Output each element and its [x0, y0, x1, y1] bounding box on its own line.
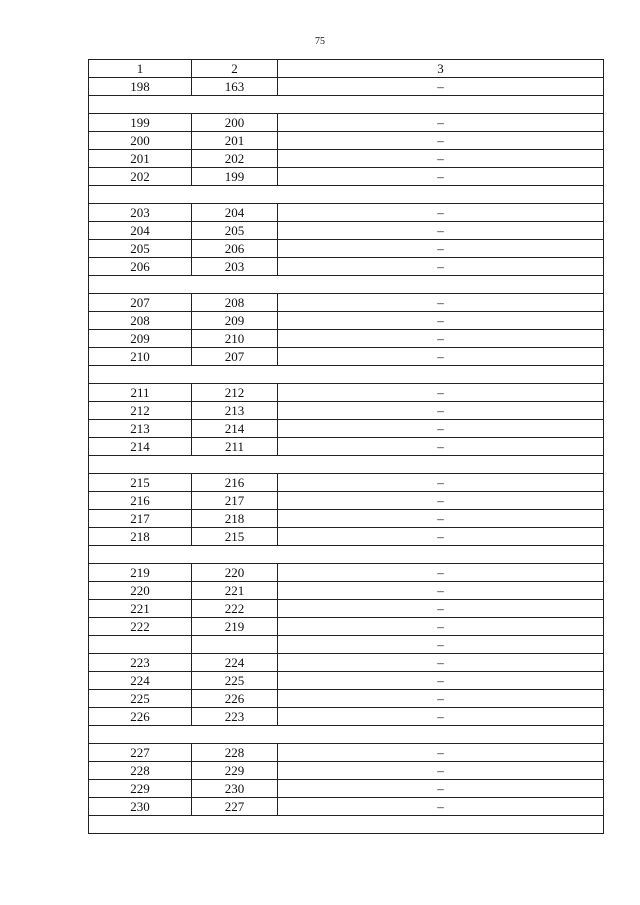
table-cell-col-2: 223 — [192, 708, 278, 726]
separator-cell — [89, 816, 604, 834]
separator-cell — [89, 546, 604, 564]
table-row — [89, 636, 604, 654]
table-cell-col-3: – — [278, 330, 604, 348]
table-cell-col-3: – — [278, 582, 604, 600]
table-cell-col-3: – — [278, 600, 604, 618]
table-row — [89, 222, 604, 240]
table-separator-row — [89, 366, 604, 384]
table-cell-col-3: – — [278, 744, 604, 762]
table-cell-col-1: 223 — [89, 654, 192, 672]
table-cell-col-2: 224 — [192, 654, 278, 672]
table-cell-col-1 — [89, 636, 192, 654]
table-cell-col-2: 221 — [192, 582, 278, 600]
table-cell-col-1: 215 — [89, 474, 192, 492]
table-cell-col-1: 226 — [89, 708, 192, 726]
table-cell-col-2: 222 — [192, 600, 278, 618]
column-header: 1 — [89, 60, 192, 78]
table-row — [89, 348, 604, 366]
table-cell-col-1: 214 — [89, 438, 192, 456]
table-row — [89, 618, 604, 636]
table-cell-col-3: – — [278, 762, 604, 780]
table-separator-row — [89, 726, 604, 744]
table-row — [89, 780, 604, 798]
table-cell-col-3: – — [278, 168, 604, 186]
table-row — [89, 132, 604, 150]
table-cell-col-3: – — [278, 204, 604, 222]
table-row — [89, 564, 604, 582]
table-row — [89, 384, 604, 402]
table-cell-col-1: 224 — [89, 672, 192, 690]
table-cell-col-1: 205 — [89, 240, 192, 258]
table-separator-row — [89, 816, 604, 834]
table-cell-col-1: 208 — [89, 312, 192, 330]
table-row — [89, 420, 604, 438]
table-cell-col-1: 220 — [89, 582, 192, 600]
table-row — [89, 528, 604, 546]
table-cell-col-2: 163 — [192, 78, 278, 96]
table-cell-col-2: 208 — [192, 294, 278, 312]
table-cell-col-2: 199 — [192, 168, 278, 186]
table-cell-col-1: 216 — [89, 492, 192, 510]
table-cell-col-1: 221 — [89, 600, 192, 618]
table-cell-col-3: – — [278, 618, 604, 636]
table-cell-col-2: 219 — [192, 618, 278, 636]
table-cell-col-2: 200 — [192, 114, 278, 132]
table-cell-col-3: – — [278, 492, 604, 510]
table-cell-col-2: 202 — [192, 150, 278, 168]
table-cell-col-1: 200 — [89, 132, 192, 150]
table-cell-col-1: 206 — [89, 258, 192, 276]
table-cell-col-2: 225 — [192, 672, 278, 690]
table-cell-col-2: 216 — [192, 474, 278, 492]
table-cell-col-1: 207 — [89, 294, 192, 312]
table-row — [89, 330, 604, 348]
table-separator-row — [89, 276, 604, 294]
table-row — [89, 402, 604, 420]
table-cell-col-1: 228 — [89, 762, 192, 780]
table-separator-row — [89, 456, 604, 474]
table-cell-col-3: – — [278, 510, 604, 528]
table-cell-col-1: 203 — [89, 204, 192, 222]
table-cell-col-3: – — [278, 348, 604, 366]
table-cell-col-2: 211 — [192, 438, 278, 456]
table-cell-col-3: – — [278, 150, 604, 168]
table-cell-col-3: – — [278, 294, 604, 312]
table-row — [89, 798, 604, 816]
table-row — [89, 294, 604, 312]
table-cell-col-1: 218 — [89, 528, 192, 546]
separator-cell — [89, 726, 604, 744]
data-table — [88, 59, 604, 834]
separator-cell — [89, 366, 604, 384]
table-cell-col-3: – — [278, 636, 604, 654]
table-cell-col-1: 222 — [89, 618, 192, 636]
table-cell-col-1: 204 — [89, 222, 192, 240]
table-cell-col-3: – — [278, 132, 604, 150]
table-cell-col-2 — [192, 636, 278, 654]
page-number: 75 — [315, 36, 325, 47]
table-row — [89, 312, 604, 330]
table-cell-col-1: 201 — [89, 150, 192, 168]
table-cell-col-3: – — [278, 798, 604, 816]
table-cell-col-2: 220 — [192, 564, 278, 582]
table-cell-col-3: – — [278, 564, 604, 582]
table-cell-col-1: 213 — [89, 420, 192, 438]
separator-cell — [89, 96, 604, 114]
table-row — [89, 708, 604, 726]
table-cell-col-2: 213 — [192, 402, 278, 420]
table-cell-col-1: 225 — [89, 690, 192, 708]
table-cell-col-2: 210 — [192, 330, 278, 348]
table-cell-col-2: 206 — [192, 240, 278, 258]
table-cell-col-2: 214 — [192, 420, 278, 438]
table-row — [89, 492, 604, 510]
table-cell-col-1: 219 — [89, 564, 192, 582]
table-cell-col-2: 205 — [192, 222, 278, 240]
separator-cell — [89, 186, 604, 204]
table-cell-col-1: 230 — [89, 798, 192, 816]
table-separator-row — [89, 96, 604, 114]
table-cell-col-3: – — [278, 438, 604, 456]
table-cell-col-3: – — [278, 78, 604, 96]
table-cell-col-3: – — [278, 384, 604, 402]
table-row — [89, 690, 604, 708]
table-cell-col-2: 217 — [192, 492, 278, 510]
table-cell-col-1: 229 — [89, 780, 192, 798]
table-row — [89, 204, 604, 222]
table-cell-col-1: 202 — [89, 168, 192, 186]
table-cell-col-3: – — [278, 114, 604, 132]
table-cell-col-1: 217 — [89, 510, 192, 528]
table-row — [89, 168, 604, 186]
column-header: 3 — [278, 60, 604, 78]
table-cell-col-2: 209 — [192, 312, 278, 330]
table-row — [89, 762, 604, 780]
table-row — [89, 510, 604, 528]
table-cell-col-1: 199 — [89, 114, 192, 132]
table-separator-row — [89, 186, 604, 204]
table-cell-col-2: 215 — [192, 528, 278, 546]
table-cell-col-2: 229 — [192, 762, 278, 780]
table-cell-col-1: 227 — [89, 744, 192, 762]
table-cell-col-3: – — [278, 708, 604, 726]
table-cell-col-2: 227 — [192, 798, 278, 816]
table-row — [89, 258, 604, 276]
table-cell-col-3: – — [278, 222, 604, 240]
table-cell-col-3: – — [278, 528, 604, 546]
table-cell-col-3: – — [278, 654, 604, 672]
table-cell-col-3: – — [278, 240, 604, 258]
separator-cell — [89, 276, 604, 294]
table-row — [89, 114, 604, 132]
table-row — [89, 150, 604, 168]
table-row — [89, 438, 604, 456]
column-header: 2 — [192, 60, 278, 78]
table-row — [89, 474, 604, 492]
table-cell-col-1: 212 — [89, 402, 192, 420]
table-row — [89, 654, 604, 672]
table-cell-col-2: 228 — [192, 744, 278, 762]
table-cell-col-1: 198 — [89, 78, 192, 96]
table-cell-col-3: – — [278, 690, 604, 708]
table-cell-col-3: – — [278, 672, 604, 690]
table-cell-col-3: – — [278, 312, 604, 330]
table-cell-col-3: – — [278, 780, 604, 798]
separator-cell — [89, 456, 604, 474]
table-row — [89, 744, 604, 762]
table-row — [89, 600, 604, 618]
table-cell-col-2: 230 — [192, 780, 278, 798]
table-cell-col-2: 201 — [192, 132, 278, 150]
table-row — [89, 240, 604, 258]
table-row — [89, 672, 604, 690]
table-cell-col-2: 212 — [192, 384, 278, 402]
table-row — [89, 582, 604, 600]
table-cell-col-3: – — [278, 420, 604, 438]
table-cell-col-2: 226 — [192, 690, 278, 708]
table-cell-col-2: 218 — [192, 510, 278, 528]
table-cell-col-2: 203 — [192, 258, 278, 276]
table-cell-col-3: – — [278, 258, 604, 276]
table-body — [89, 60, 604, 834]
table-cell-col-1: 211 — [89, 384, 192, 402]
table-cell-col-1: 210 — [89, 348, 192, 366]
table-separator-row — [89, 546, 604, 564]
table-cell-col-3: – — [278, 402, 604, 420]
table-cell-col-2: 207 — [192, 348, 278, 366]
table-header-row — [89, 60, 604, 78]
table-cell-col-1: 209 — [89, 330, 192, 348]
table-cell-col-2: 204 — [192, 204, 278, 222]
table-cell-col-3: – — [278, 474, 604, 492]
table-row — [89, 78, 604, 96]
